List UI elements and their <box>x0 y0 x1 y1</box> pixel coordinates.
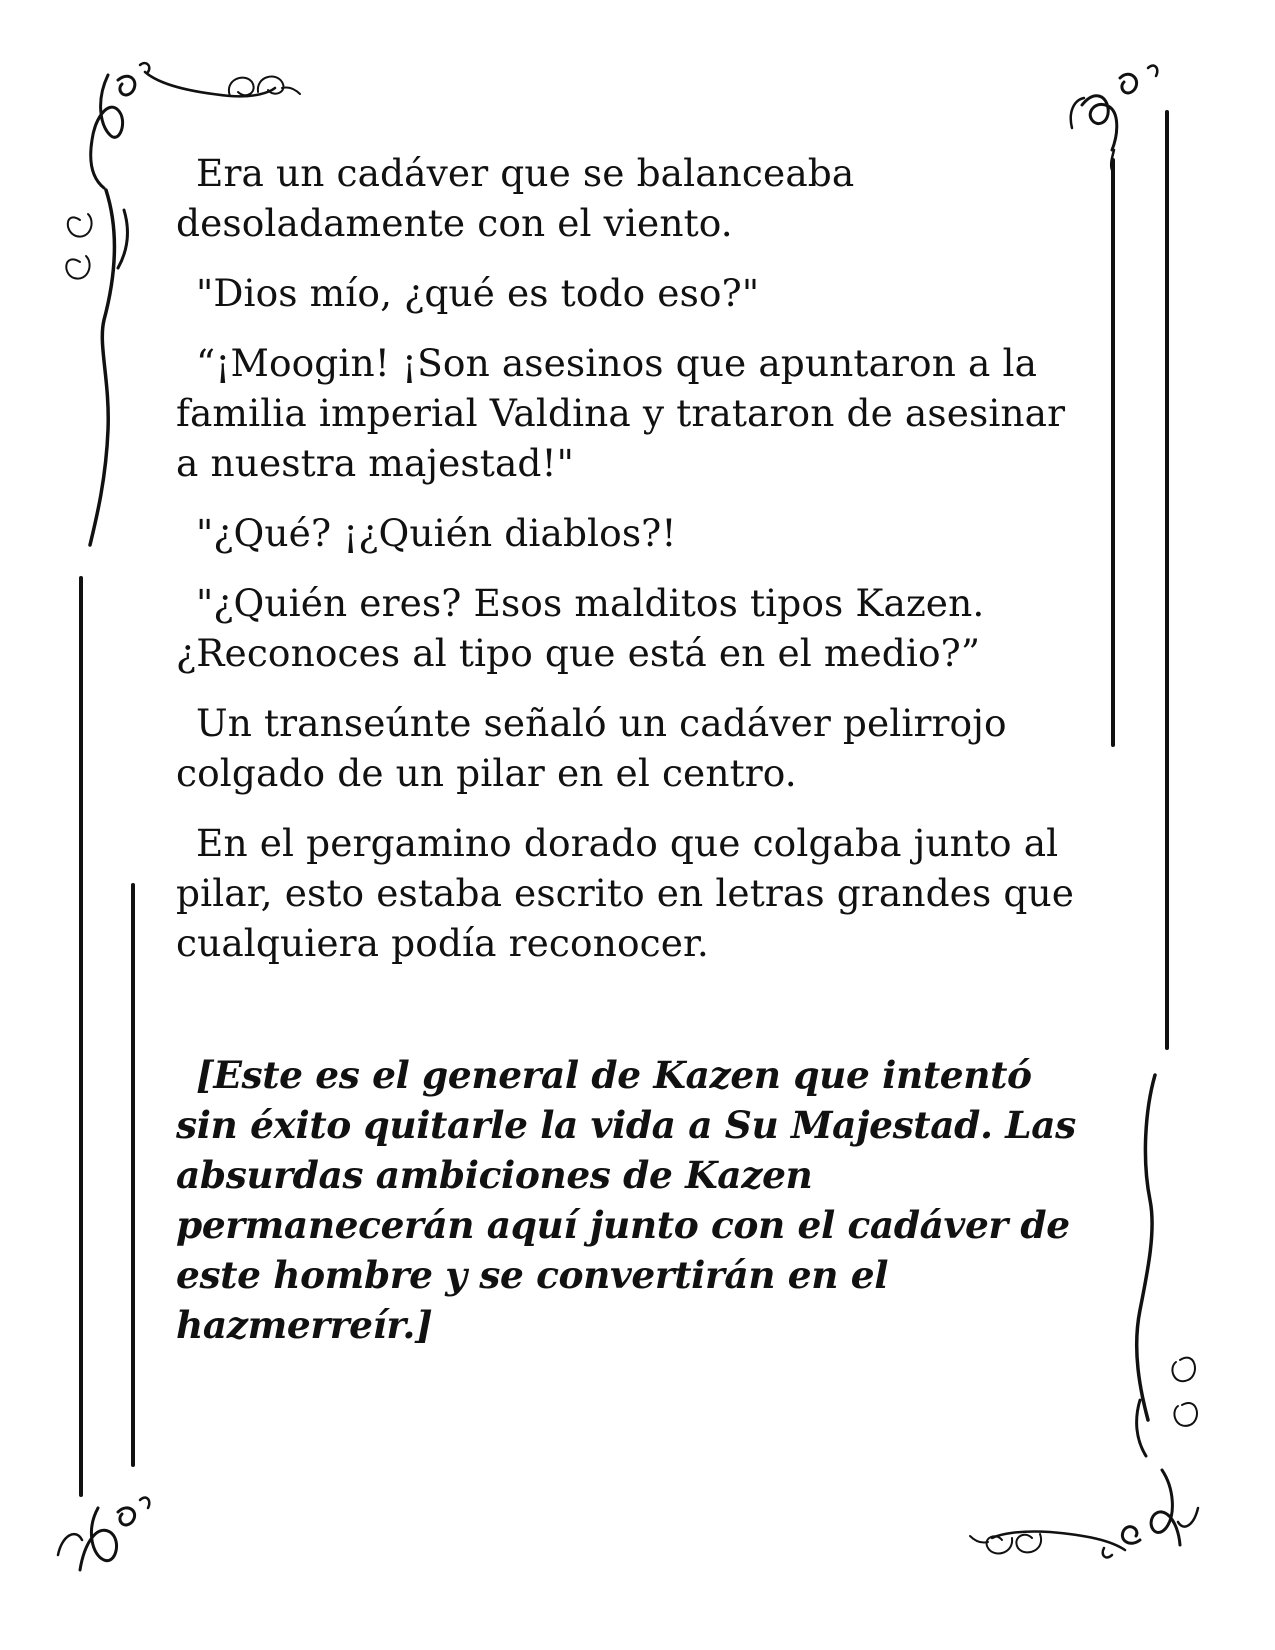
left-border-lines-icon <box>81 578 133 1495</box>
right-border-lines-icon <box>1113 112 1167 1048</box>
paragraph-2: "Dios mío, ¿qué es todo eso?" <box>196 271 760 315</box>
bottom-left-flourish-icon <box>58 1498 149 1570</box>
paragraph-1: Era un cadáver que se balanceaba desoladamente con el viento. <box>176 151 855 245</box>
top-right-flourish-icon <box>1071 66 1158 170</box>
paragraph-5: "¿Quién eres? Esos malditos tipos Kazen. ¿Reconoces al tipo que está en el medio?” <box>176 581 985 675</box>
scroll-inscription: [Este es el general de Kazen que intentó sin éxito quitarle la vida a Su Majestad. Las absurdas ambiciones de Kazen permanecerán aquí junto con el cadáver de este hombre y se convertirán en el hazmerreír.] <box>176 1053 1076 1347</box>
paragraph-7: En el pergamino dorado que colgaba junto al pilar, esto estaba escrito en letras grandes que cualquiera podía reconocer. <box>176 821 1074 965</box>
paragraph-4: "¿Qué? ¡¿Quién diablos?! <box>196 511 677 555</box>
paragraph-3: “¡Moogin! ¡Son asesinos que apuntaron a la familia imperial Valdina y trataron de asesinar a nuestra majestad!" <box>176 341 1066 485</box>
paragraph-6: Un transeúnte señaló un cadáver pelirrojo colgado de un pilar en el centro. <box>176 701 1007 795</box>
document-body <box>176 148 1076 1388</box>
